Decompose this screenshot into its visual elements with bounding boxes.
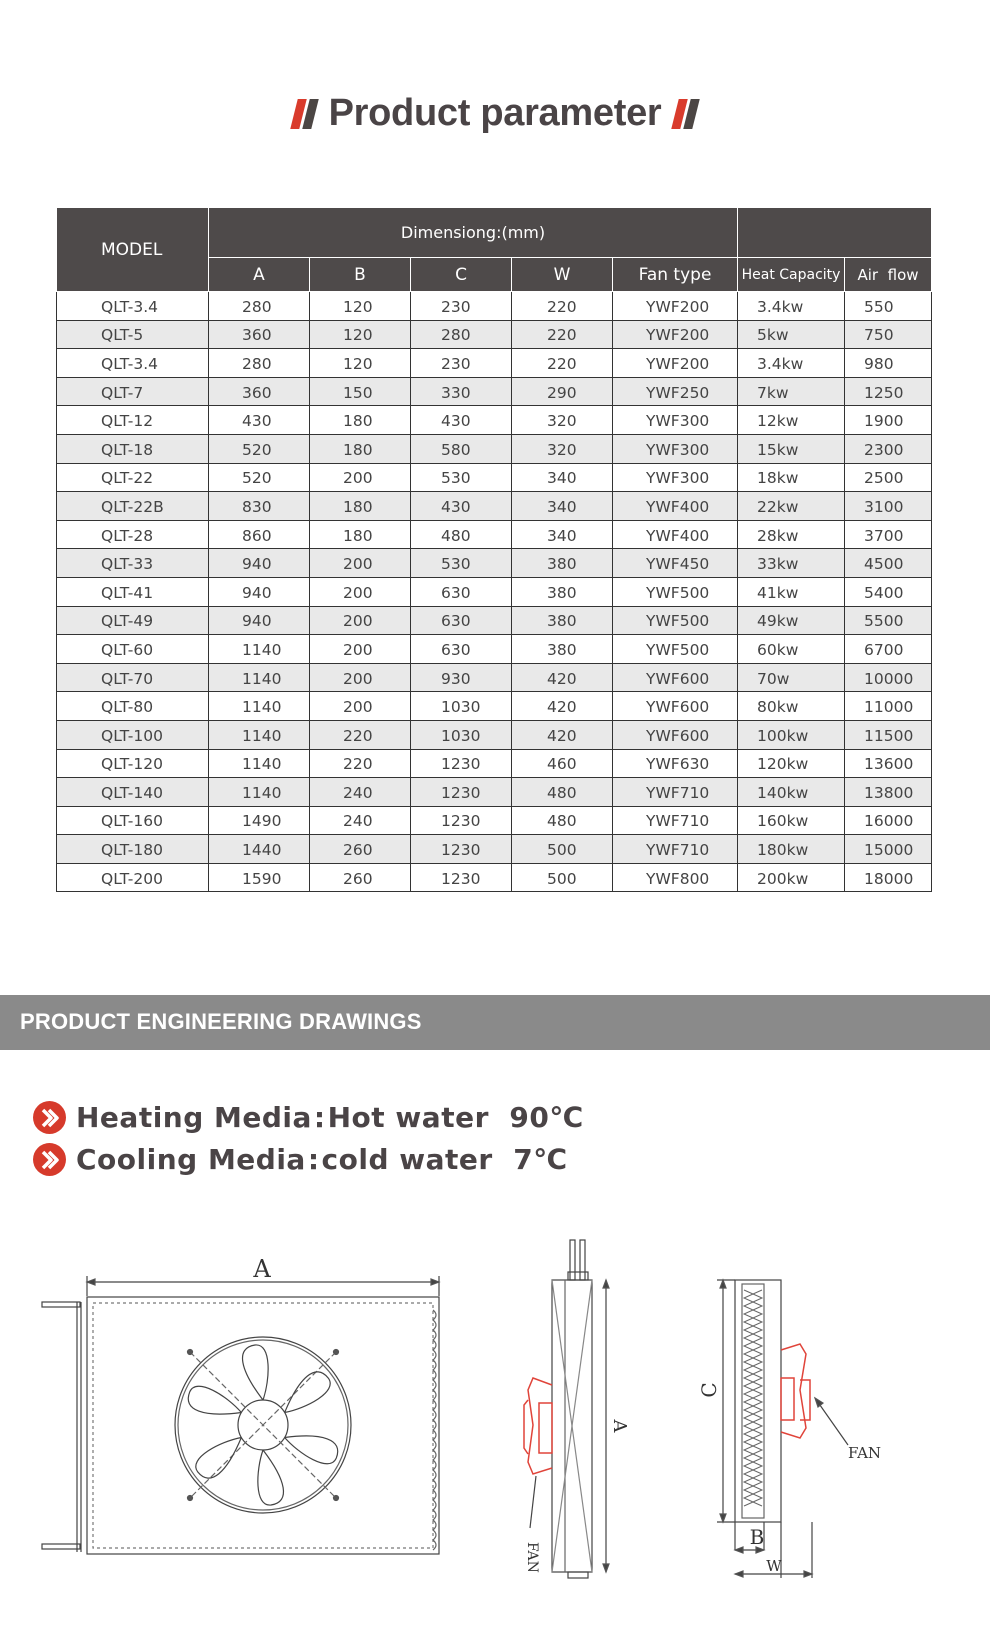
cell-c: 630 — [411, 635, 512, 664]
cell-b: 180 — [310, 434, 411, 463]
cell-air-flow: 550 — [845, 292, 932, 321]
cell-c: 1030 — [411, 692, 512, 721]
cell-heat-capacity: 200kw — [738, 863, 845, 892]
table-row — [57, 349, 932, 378]
front-view — [42, 1276, 439, 1554]
cell-model: QLT-3.4 — [57, 349, 209, 378]
cell-heat-capacity: 60kw — [738, 635, 845, 664]
cell-air-flow: 2300 — [845, 434, 932, 463]
cell-air-flow: 4500 — [845, 549, 932, 578]
cell-c: 530 — [411, 549, 512, 578]
cell-w: 500 — [512, 863, 613, 892]
cell-c: 430 — [411, 406, 512, 435]
cell-a: 280 — [209, 349, 310, 378]
cell-heat-capacity: 70w — [738, 663, 845, 692]
table-row — [57, 720, 932, 749]
cell-fan-type: YWF300 — [613, 406, 738, 435]
cell-b: 180 — [310, 406, 411, 435]
cell-b: 120 — [310, 292, 411, 321]
header-row-top — [57, 208, 932, 258]
cell-heat-capacity: 140kw — [738, 778, 845, 807]
cell-b: 200 — [310, 549, 411, 578]
cell-c: 480 — [411, 520, 512, 549]
dimension-label-b: B — [749, 1525, 765, 1549]
cell-heat-capacity: 120kw — [738, 749, 845, 778]
cell-air-flow: 6700 — [845, 635, 932, 664]
cell-w: 340 — [512, 492, 613, 521]
heating-media-text — [76, 1101, 584, 1134]
cell-a: 940 — [209, 577, 310, 606]
table-row — [57, 863, 932, 892]
cell-b: 200 — [310, 577, 411, 606]
cell-air-flow: 1900 — [845, 406, 932, 435]
cell-model: QLT-70 — [57, 663, 209, 692]
cell-air-flow: 11500 — [845, 720, 932, 749]
heating-media-line — [33, 1101, 584, 1134]
cooling-media-value: cold water 7℃ — [321, 1143, 568, 1176]
table-row — [57, 492, 932, 521]
cell-w: 320 — [512, 434, 613, 463]
cell-model: QLT-5 — [57, 320, 209, 349]
cooling-media-text — [76, 1143, 568, 1176]
cell-a: 1490 — [209, 806, 310, 835]
cell-model: QLT-120 — [57, 749, 209, 778]
parameter-table — [56, 207, 932, 892]
cell-a: 1140 — [209, 720, 310, 749]
cell-w: 220 — [512, 292, 613, 321]
cell-w: 480 — [512, 778, 613, 807]
cell-model: QLT-180 — [57, 835, 209, 864]
cell-c: 430 — [411, 492, 512, 521]
table-row — [57, 320, 932, 349]
column-header-air-flow: Air flow — [845, 258, 932, 292]
cell-w: 460 — [512, 749, 613, 778]
cell-model: QLT-80 — [57, 692, 209, 721]
cell-fan-type: YWF600 — [613, 663, 738, 692]
cell-b: 260 — [310, 863, 411, 892]
cell-w: 290 — [512, 377, 613, 406]
cell-w: 340 — [512, 520, 613, 549]
cell-a: 520 — [209, 434, 310, 463]
cell-model: QLT-22B — [57, 492, 209, 521]
cell-model: QLT-49 — [57, 606, 209, 635]
cell-b: 200 — [310, 692, 411, 721]
cell-a: 1140 — [209, 749, 310, 778]
cell-fan-type: YWF200 — [613, 320, 738, 349]
cell-b: 200 — [310, 463, 411, 492]
cell-heat-capacity: 12kw — [738, 406, 845, 435]
cell-model: QLT-100 — [57, 720, 209, 749]
cell-heat-capacity: 33kw — [738, 549, 845, 578]
cell-air-flow: 5500 — [845, 606, 932, 635]
cell-heat-capacity: 3.4kw — [738, 349, 845, 378]
cell-heat-capacity: 100kw — [738, 720, 845, 749]
cell-b: 260 — [310, 835, 411, 864]
cell-a: 1140 — [209, 692, 310, 721]
cell-c: 330 — [411, 377, 512, 406]
cell-fan-type: YWF250 — [613, 377, 738, 406]
table-row — [57, 406, 932, 435]
cell-b: 180 — [310, 492, 411, 521]
slash-decoration-right — [675, 99, 696, 129]
column-header-a: A — [209, 258, 310, 292]
table-row — [57, 806, 932, 835]
fan-label-end: FAN — [848, 1444, 882, 1462]
cell-c: 630 — [411, 577, 512, 606]
side-view — [524, 1240, 609, 1578]
heating-media-separator: : — [313, 1101, 326, 1134]
cell-b: 120 — [310, 320, 411, 349]
end-view — [717, 1280, 848, 1578]
column-header-fan-type: Fan type — [613, 258, 738, 292]
cell-a: 280 — [209, 292, 310, 321]
cooling-media-label: Cooling Media — [76, 1143, 306, 1176]
header-blank-cell — [738, 208, 932, 258]
cell-heat-capacity: 160kw — [738, 806, 845, 835]
cell-w: 420 — [512, 692, 613, 721]
cell-heat-capacity: 41kw — [738, 577, 845, 606]
cell-model: QLT-3.4 — [57, 292, 209, 321]
cell-c: 630 — [411, 606, 512, 635]
table-row — [57, 606, 932, 635]
cell-model: QLT-60 — [57, 635, 209, 664]
section-banner — [0, 995, 990, 1050]
chevron-right-icon — [33, 1143, 66, 1176]
cell-w: 340 — [512, 463, 613, 492]
cell-air-flow: 750 — [845, 320, 932, 349]
cell-heat-capacity: 49kw — [738, 606, 845, 635]
title-bar — [0, 92, 990, 135]
cell-a: 1140 — [209, 778, 310, 807]
cell-heat-capacity: 3.4kw — [738, 292, 845, 321]
cell-w: 420 — [512, 720, 613, 749]
slash-decoration-left — [294, 99, 315, 129]
cell-fan-type: YWF710 — [613, 778, 738, 807]
engineering-drawing — [0, 1230, 990, 1590]
cell-model: QLT-7 — [57, 377, 209, 406]
table-row — [57, 520, 932, 549]
table-row — [57, 749, 932, 778]
cell-heat-capacity: 80kw — [738, 692, 845, 721]
cell-b: 240 — [310, 778, 411, 807]
column-header-b: B — [310, 258, 411, 292]
cell-w: 380 — [512, 577, 613, 606]
table-row — [57, 434, 932, 463]
table-row — [57, 377, 932, 406]
cell-c: 530 — [411, 463, 512, 492]
cell-fan-type: YWF200 — [613, 292, 738, 321]
cooling-media-line — [33, 1143, 568, 1176]
cell-a: 1140 — [209, 635, 310, 664]
cell-fan-type: YWF600 — [613, 720, 738, 749]
cell-air-flow: 3700 — [845, 520, 932, 549]
heating-media-label: Heating Media — [76, 1101, 312, 1134]
cell-model: QLT-12 — [57, 406, 209, 435]
cell-model: QLT-33 — [57, 549, 209, 578]
cell-fan-type: YWF300 — [613, 463, 738, 492]
cell-w: 480 — [512, 806, 613, 835]
cell-model: QLT-28 — [57, 520, 209, 549]
cell-heat-capacity: 15kw — [738, 434, 845, 463]
cell-heat-capacity: 7kw — [738, 377, 845, 406]
table-row — [57, 549, 932, 578]
cell-c: 280 — [411, 320, 512, 349]
cell-fan-type: YWF500 — [613, 635, 738, 664]
cell-fan-type: YWF400 — [613, 492, 738, 521]
cell-air-flow: 13800 — [845, 778, 932, 807]
chevron-right-icon — [33, 1101, 66, 1134]
column-header-c: C — [411, 258, 512, 292]
cell-a: 940 — [209, 606, 310, 635]
cell-w: 380 — [512, 549, 613, 578]
cell-model: QLT-18 — [57, 434, 209, 463]
cell-air-flow: 11000 — [845, 692, 932, 721]
cell-a: 1590 — [209, 863, 310, 892]
cell-fan-type: YWF710 — [613, 835, 738, 864]
cell-air-flow: 3100 — [845, 492, 932, 521]
cell-b: 150 — [310, 377, 411, 406]
banner-title: PRODUCT ENGINEERING DRAWINGS — [20, 1009, 422, 1034]
cell-fan-type: YWF400 — [613, 520, 738, 549]
table-row — [57, 692, 932, 721]
cell-c: 230 — [411, 292, 512, 321]
cell-c: 1230 — [411, 835, 512, 864]
cell-a: 1140 — [209, 663, 310, 692]
cell-b: 180 — [310, 520, 411, 549]
dimension-label-a-side: A — [609, 1419, 630, 1433]
page-title: Product parameter — [328, 92, 662, 134]
cell-fan-type: YWF500 — [613, 606, 738, 635]
cell-c: 580 — [411, 434, 512, 463]
cell-heat-capacity: 5kw — [738, 320, 845, 349]
table-row — [57, 577, 932, 606]
cell-model: QLT-200 — [57, 863, 209, 892]
column-header-w: W — [512, 258, 613, 292]
cell-air-flow: 13600 — [845, 749, 932, 778]
cell-model: QLT-22 — [57, 463, 209, 492]
table-row — [57, 463, 932, 492]
table-row — [57, 835, 932, 864]
cooling-media-separator: : — [307, 1143, 320, 1176]
cell-b: 200 — [310, 635, 411, 664]
cell-c: 930 — [411, 663, 512, 692]
table-row — [57, 635, 932, 664]
cell-c: 1230 — [411, 863, 512, 892]
cell-c: 1230 — [411, 806, 512, 835]
cell-air-flow: 980 — [845, 349, 932, 378]
table-body — [57, 292, 932, 892]
cell-a: 430 — [209, 406, 310, 435]
table-row — [57, 292, 932, 321]
cell-air-flow: 1250 — [845, 377, 932, 406]
cell-air-flow: 2500 — [845, 463, 932, 492]
cell-w: 380 — [512, 635, 613, 664]
table-row — [57, 663, 932, 692]
cell-heat-capacity: 28kw — [738, 520, 845, 549]
heating-media-value: Hot water 90℃ — [327, 1101, 584, 1134]
cell-fan-type: YWF500 — [613, 577, 738, 606]
cell-c: 1230 — [411, 749, 512, 778]
cell-w: 220 — [512, 320, 613, 349]
cell-air-flow: 10000 — [845, 663, 932, 692]
cell-fan-type: YWF200 — [613, 349, 738, 378]
cell-c: 230 — [411, 349, 512, 378]
cell-a: 940 — [209, 549, 310, 578]
cell-w: 420 — [512, 663, 613, 692]
model-header: MODEL — [57, 208, 209, 292]
cell-w: 320 — [512, 406, 613, 435]
cell-fan-type: YWF630 — [613, 749, 738, 778]
cell-air-flow: 18000 — [845, 863, 932, 892]
cell-air-flow: 5400 — [845, 577, 932, 606]
cell-w: 500 — [512, 835, 613, 864]
cell-b: 240 — [310, 806, 411, 835]
cell-heat-capacity: 18kw — [738, 463, 845, 492]
column-header-heat-capacity: Heat Capacity — [738, 258, 845, 292]
cell-a: 1440 — [209, 835, 310, 864]
cell-fan-type: YWF600 — [613, 692, 738, 721]
cell-c: 1230 — [411, 778, 512, 807]
cell-c: 1030 — [411, 720, 512, 749]
cell-b: 220 — [310, 749, 411, 778]
cell-heat-capacity: 180kw — [738, 835, 845, 864]
dimension-label-a: A — [253, 1255, 271, 1283]
fan-label-side: FAN — [524, 1542, 540, 1573]
cell-a: 360 — [209, 377, 310, 406]
cell-b: 120 — [310, 349, 411, 378]
cell-b: 200 — [310, 606, 411, 635]
cell-air-flow: 16000 — [845, 806, 932, 835]
cell-w: 220 — [512, 349, 613, 378]
dimension-label-w: W — [766, 1557, 782, 1575]
cell-model: QLT-41 — [57, 577, 209, 606]
cell-fan-type: YWF800 — [613, 863, 738, 892]
cell-a: 860 — [209, 520, 310, 549]
dimension-header: Dimensiong:(mm) — [209, 208, 738, 258]
cell-model: QLT-160 — [57, 806, 209, 835]
cell-w: 380 — [512, 606, 613, 635]
cell-fan-type: YWF450 — [613, 549, 738, 578]
cell-b: 200 — [310, 663, 411, 692]
cell-heat-capacity: 22kw — [738, 492, 845, 521]
cell-fan-type: YWF300 — [613, 434, 738, 463]
cell-model: QLT-140 — [57, 778, 209, 807]
cell-a: 830 — [209, 492, 310, 521]
table-row — [57, 778, 932, 807]
cell-fan-type: YWF710 — [613, 806, 738, 835]
cell-air-flow: 15000 — [845, 835, 932, 864]
cell-a: 520 — [209, 463, 310, 492]
cell-a: 360 — [209, 320, 310, 349]
cell-b: 220 — [310, 720, 411, 749]
dimension-label-c: C — [697, 1382, 721, 1398]
